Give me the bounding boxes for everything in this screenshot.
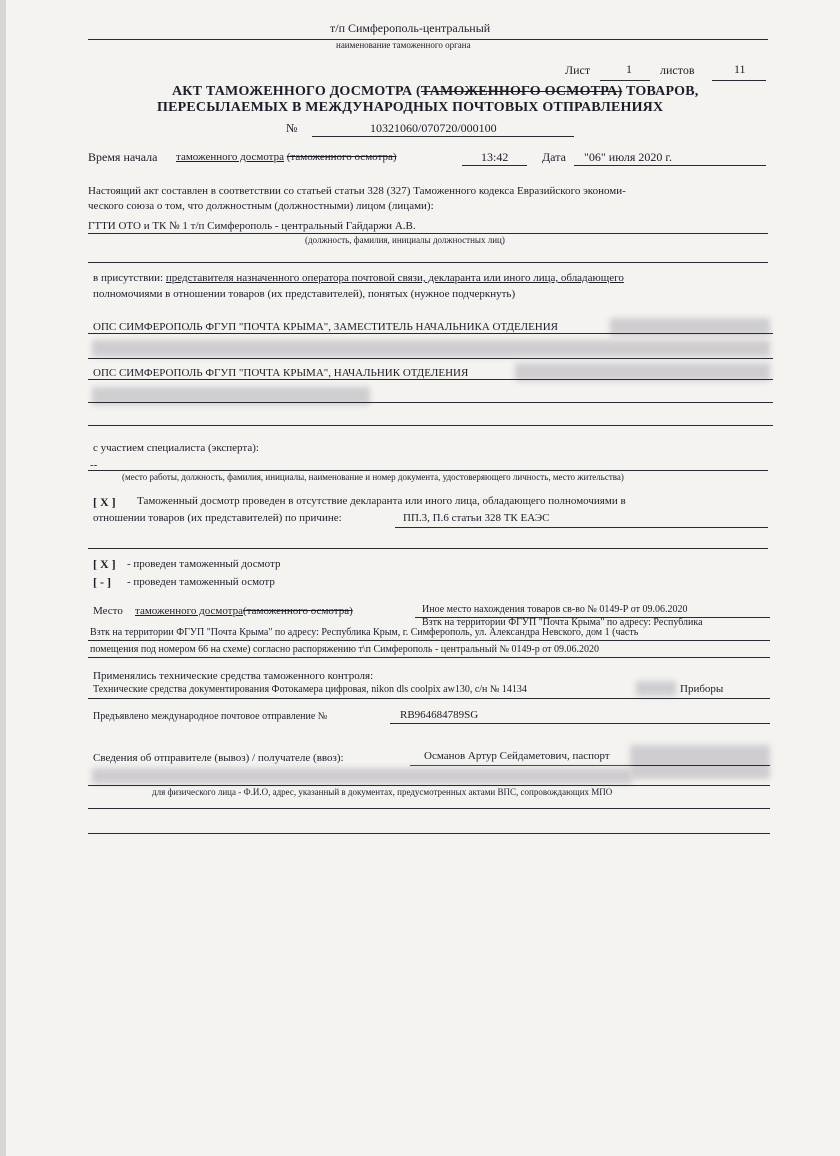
place-label: Место <box>93 605 123 617</box>
inspection-checkbox[interactable]: [ X ] <box>93 557 116 571</box>
place-order-line: помещения под номером 66 на схеме) согласно распоряжению т\п Симферополь - центральный № 0149-р от 09.06.2020 <box>90 644 600 655</box>
blank-rule-3 <box>88 548 768 549</box>
person-2-rule <box>88 379 773 380</box>
present-person-1: ОПС СИМФЕРОПОЛЬ ФГУП "ПОЧТА КРЫМА", ЗАМЕСТИТЕЛЬ НАЧАЛЬНИКА ОТДЕЛЕНИЯ <box>93 321 559 333</box>
expert-value: -- <box>90 459 98 471</box>
redacted-block <box>92 340 770 357</box>
start-type <box>176 151 397 163</box>
place-rule-2 <box>88 640 770 641</box>
sender-rule-1 <box>410 765 770 766</box>
absence-checkbox[interactable]: [ X ] <box>93 495 116 509</box>
presence-line1-rest: представителя назначенного оператора почтовой связи, декларанта или иного лица, обладающего <box>165 272 624 284</box>
place-rule-3 <box>88 657 770 658</box>
start-type-a: таможенного досмотра <box>176 151 285 163</box>
blank-rule-4 <box>88 808 770 809</box>
redacted-block <box>92 768 632 784</box>
redacted-block <box>630 745 770 779</box>
intro-line1: Настоящий акт составлен в соответствии со статьей статьи 328 (327) Таможенного кодекса Евразийского экономи- <box>88 185 626 197</box>
blank-rule-5 <box>88 833 770 834</box>
blank-rule-2 <box>88 425 773 426</box>
place-type-a: таможенного досмотра <box>135 605 244 617</box>
sheets-label: листов <box>660 63 695 77</box>
sheets-total: 11 <box>734 62 746 76</box>
number-label: № <box>286 121 298 135</box>
sender-label: Сведения об отправителе (вывоз) / получателе (ввоз): <box>93 752 344 764</box>
start-label: Время начала <box>88 150 158 164</box>
reason-rule <box>395 527 768 528</box>
parcel-rule <box>390 723 770 724</box>
redacted-block <box>636 681 676 696</box>
place-type <box>135 605 353 617</box>
sender-rule-2 <box>88 785 770 786</box>
authority-caption: наименование таможенного органа <box>336 40 471 50</box>
means-value: Технические средства документирования Фотокамера цифровая, nikon dls coolpix aw130, с/н № 14134 <box>93 684 527 695</box>
time-rule <box>462 165 527 166</box>
intro-line2: ческого союза о том, что должностным (должностными) лицом (лицами): <box>88 200 434 212</box>
title-part-b: ТОВАРОВ, <box>622 84 699 99</box>
sheet-label: Лист <box>565 63 591 77</box>
start-type-b: (таможенного осмотра) <box>286 151 397 163</box>
place-value-2: Взтк на территории ФГУП "Почта Крыма" по адресу: Республика <box>422 617 703 628</box>
sender-caption: для физического лица - Ф.И.О, адрес, указанный в документах, предусмотренных актами ВПС, сопровождающих МПО <box>152 787 613 797</box>
parcel-label: Предъявлено международное почтовое отправление № <box>93 711 328 722</box>
means-label: Применялись технические средства таможенного контроля: <box>93 670 374 682</box>
examination-label: - проведен таможенный осмотр <box>127 576 275 588</box>
official-caption: (должность, фамилия, инициалы должностных лиц) <box>305 235 505 245</box>
sheets-total-rule <box>712 80 766 81</box>
document-title-line1 <box>172 84 698 100</box>
title-strike: ТАМОЖЕННОГО ОСМОТРА) <box>420 84 623 99</box>
start-date: "06" июля 2020 г. <box>584 150 672 164</box>
official-rule <box>88 233 768 234</box>
document-title-line2: ПЕРЕСЫЛАЕМЫХ В МЕЖДУНАРОДНЫХ ПОЧТОВЫХ ОТПРАВЛЕНИЯХ <box>157 100 664 115</box>
examination-checkbox[interactable]: [ - ] <box>93 575 111 589</box>
parcel-number: RB964684789SG <box>400 709 479 721</box>
person-1-rule <box>88 333 773 334</box>
presence-line1 <box>93 272 624 284</box>
sheet-rule <box>600 80 650 81</box>
act-number: 10321060/070720/000100 <box>370 121 497 135</box>
presence-label: в присутствии: <box>93 272 164 284</box>
customs-authority: т/п Симферополь-центральный <box>330 21 491 35</box>
absence-line2: отношении товаров (их представителей) по причине: <box>93 512 342 524</box>
absence-line1: Таможенный досмотр проведен в отсутствие декларанта или иного лица, обладающего полномочиями в <box>137 495 626 507</box>
means-tail: Приборы <box>680 683 724 695</box>
place-address-line: Взтк на территории ФГУП "Почта Крыма" по адресу: Республика Крым, г. Симферополь, ул. Александра Невского, дом 1 (часть <box>90 627 639 638</box>
place-type-b: (таможенного осмотра) <box>243 605 353 617</box>
start-time: 13:42 <box>481 150 509 164</box>
sheet-number: 1 <box>626 62 632 76</box>
date-label: Дата <box>542 150 566 164</box>
date-rule <box>574 165 766 166</box>
sender-value: Османов Артур Сейдаметович, паспорт <box>424 750 610 762</box>
place-value-1: Иное место нахождения товаров св-во № 0149-Р от 09.06.2020 <box>422 604 688 615</box>
blank-rule-1 <box>88 262 768 263</box>
present-person-2: ОПС СИМФЕРОПОЛЬ ФГУП "ПОЧТА КРЫМА", НАЧАЛЬНИК ОТДЕЛЕНИЯ <box>93 367 469 379</box>
person-1-rule-2 <box>88 358 773 359</box>
person-2-rule-2 <box>88 402 773 403</box>
expert-rule <box>88 470 768 471</box>
title-part-a: АКТ ТАМОЖЕННОГО ДОСМОТРА ( <box>172 84 421 99</box>
presence-line2: полномочиями в отношении товаров (их представителей), понятых (нужное подчеркнуть) <box>93 288 516 300</box>
act-number-rule <box>312 136 574 137</box>
expert-caption: (место работы, должность, фамилия, инициалы, наименование и номер документа, удостоверяющего личность, место жительства) <box>122 472 624 482</box>
official-names: ГТТИ ОТО и ТК № 1 т/п Симферополь - центральный Гайдаржи А.В. <box>88 220 416 232</box>
absence-reason: ПП.3, П.6 статьи 328 ТК ЕАЭС <box>403 512 550 524</box>
expert-label: с участием специалиста (эксперта): <box>93 442 259 454</box>
inspection-label: - проведен таможенный досмотр <box>127 558 281 570</box>
page-edge <box>0 0 6 1156</box>
means-rule <box>88 698 770 699</box>
